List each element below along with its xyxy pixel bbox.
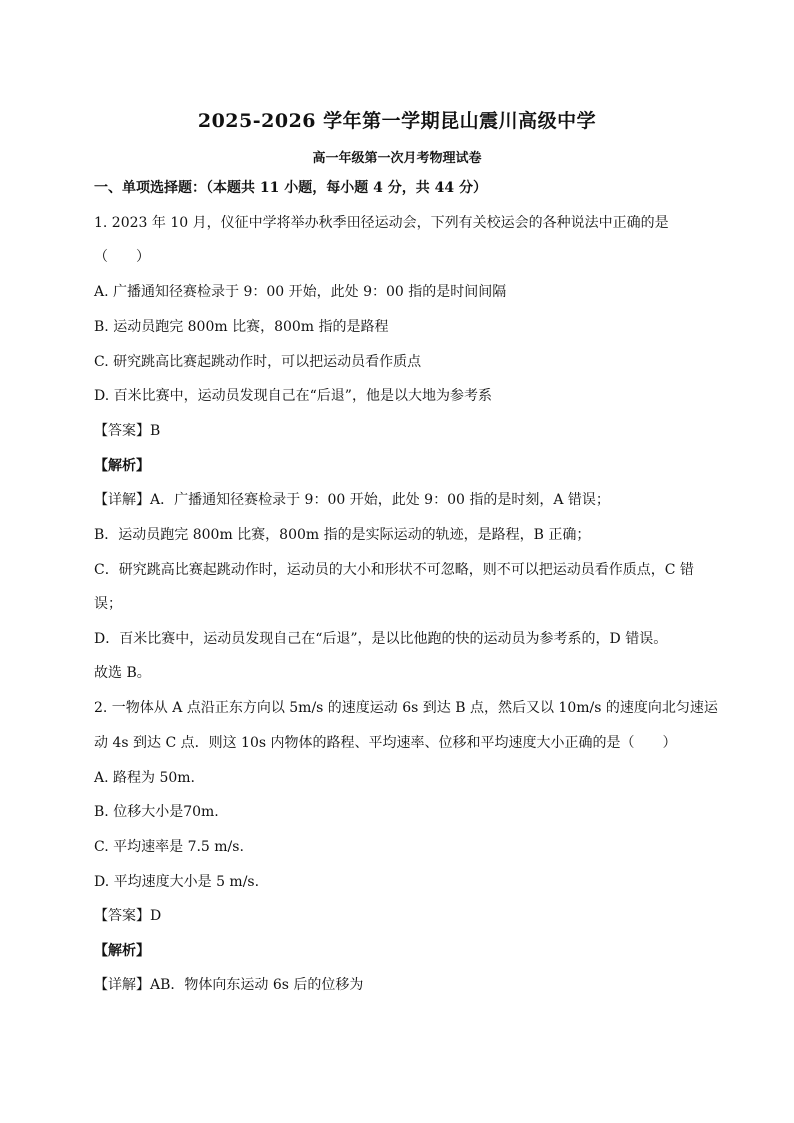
- q1-detail-b: B．运动员跑完 800m 比赛，800m 指的是实际运动的轨迹，是路程，B 正确；: [94, 527, 591, 543]
- q2-answer: 【答案】D: [94, 908, 162, 924]
- q1-analysis-label: 【解析】: [94, 458, 150, 474]
- q2-option-a: A. 路程为 50m.: [94, 770, 196, 786]
- q2-option-c: C. 平均速率是 7.5 m/s.: [94, 839, 244, 855]
- q1-conclusion: 故选 B。: [94, 665, 151, 681]
- q1-detail-a: 【详解】A．广播通知径赛检录于 9：00 开始，此处 9：00 指的是时刻，A 错误；: [94, 492, 610, 508]
- q2-detail-ab: 【详解】AB．物体向东运动 6s 后的位移为: [94, 977, 364, 993]
- q1-option-a: A. 广播通知径赛检录于 9：00 开始，此处 9：00 指的是时间间隔: [94, 284, 507, 300]
- section-heading: 一、单项选择题：（本题共 11 小题，每小题 4 分，共 44 分）: [94, 180, 487, 196]
- page-subtitle: 高一年级第一次月考物理试卷: [312, 151, 482, 166]
- q2-option-b: B. 位移大小是70m.: [94, 804, 219, 820]
- q2-stem-line2: 动 4s 到达 C 点．则这 10s 内物体的路程、平均速率、位移和平均速度大小正确的是（ ）: [94, 735, 677, 751]
- q1-option-b: B. 运动员跑完 800m 比赛，800m 指的是路程: [94, 319, 389, 335]
- q1-answer: 【答案】B: [94, 423, 161, 439]
- q1-stem-line1: 1. 2023 年 10 月，仪征中学将举办秋季田径运动会，下列有关校运会的各种说法中正确的是: [94, 215, 669, 231]
- q1-option-d: D. 百米比赛中，运动员发现自己在“后退”，他是以大地为参考系: [94, 388, 492, 404]
- q2-option-d: D. 平均速度大小是 5 m/s.: [94, 874, 260, 890]
- q1-detail-d: D．百米比赛中，运动员发现自己在“后退”，是以比他跑的快的运动员为参考系的，D 错误。: [94, 631, 668, 647]
- q2-stem-line1: 2. 一物体从 A 点沿正东方向以 5m/s 的速度运动 6s 到达 B 点，然后又以 10m/s 的速度向北匀速运: [94, 700, 718, 716]
- q2-analysis-label: 【解析】: [94, 943, 150, 959]
- q1-option-c: C. 研究跳高比赛起跳动作时，可以把运动员看作质点: [94, 354, 422, 370]
- page-title: 2025-2026 学年第一学期昆山震川高级中学: [197, 110, 597, 132]
- q1-detail-c-line1: C．研究跳高比赛起跳动作时，运动员的大小和形状不可忽略，则不可以把运动员看作质点，C 错: [94, 562, 694, 578]
- q1-stem-line2: （ ）: [94, 249, 150, 265]
- q1-detail-c-line2: 误；: [94, 596, 122, 612]
